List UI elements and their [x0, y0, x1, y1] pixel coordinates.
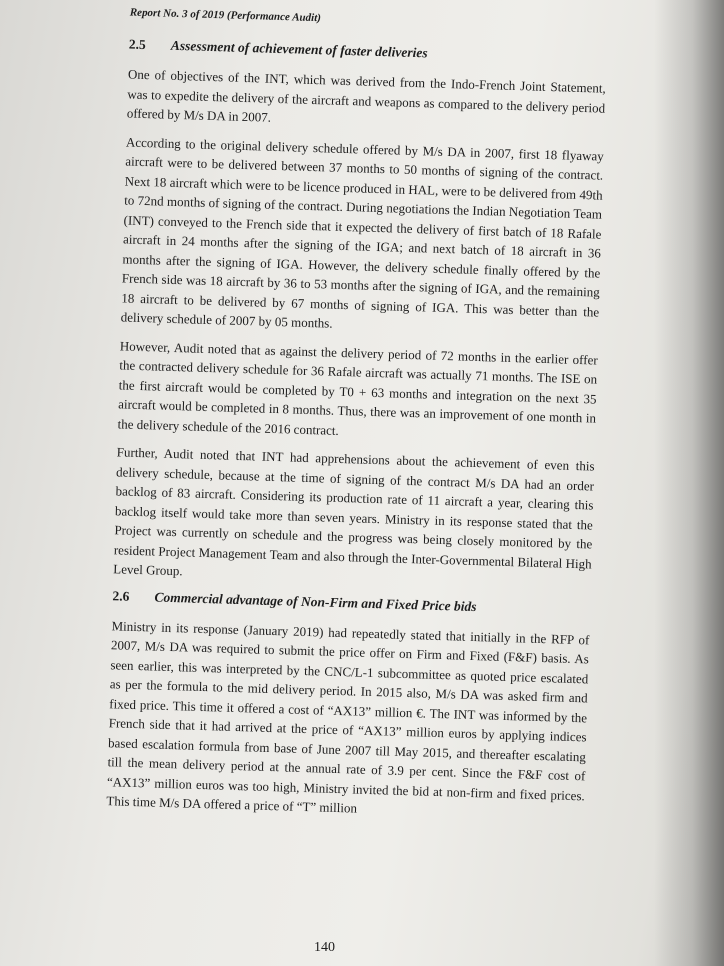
section-title: Assessment of achievement of faster deliveries [170, 37, 428, 61]
page-fold-shadow [654, 0, 724, 966]
paragraph: According to the original delivery schedule offered by M/s DA in 2007, first 18 flyaway aircraft were to be delivered between 37 months to 50 months of signing of the contract. Next 18 aircraft which were to be licence produced in HAL, were to be delivered from 49th to 72nd months of signing of the contract. During negotiations the Indian Negotiation Team (INT) conveyed to the French side that it expected the delivery of first batch of 18 Rafale aircraft in 24 months after the signing of the IGA; and next batch of 18 aircraft in 36 months after the signing of IGA. However, the delivery schedule finally offered by the French side was 18 aircraft by 36 to 53 months after the signing of IGA, and the remaining 18 aircraft to be delivered by 67 months of signing of IGA. This was better than the delivery schedule of 2007 by 05 months. [120, 133, 604, 331]
paragraph: However, Audit noted that as against the delivery period of 72 months in the earlier offer the contracted delivery schedule for 36 Rafale aircraft was actually 71 months. The ISE on the first aircraft would be completed by T0 + 63 months and integration on the next 35 aircraft would be completed in 8 months. Thus, there was an improvement of one month in the delivery schedule of the 2016 contract. [117, 337, 598, 438]
section-title: Commercial advantage of Non-Firm and Fixed Price bids [154, 589, 477, 614]
paragraph: Ministry in its response (January 2019) had repeatedly stated that initially in the RFP of 2007, M/s DA was required to submit the price offer on Firm and Fixed (F&F) basis. As seen earlier, this was interpreted by the CNC/L-1 subcommittee as quoted price escalated as per the formula to the mid delivery period. In 2015 also, M/s DA was asked firm and fixed price. This time it offered a cost of “AX13” million €. The INT was informed by the French side that it had arrived at the price of “AX13” million euros by applying indices based escalation formula from base of June 2007 till May 2015, and thereafter escalating till the mean delivery period at the annual rate of 3.9 per cent. Since the F&F cost of “AX13” million euros was too high, Ministry invited the bid at non-firm and fixed prices. This time M/s DA offered a price of “T” million [106, 617, 590, 816]
section-number: 2.5 [128, 36, 146, 53]
paragraph: One of objectives of the INT, which was derived from the Indo-French Joint Statement, was to expedite the delivery of the aircraft and weapons as compared to the delivery period offered by M/s DA in 2007. [126, 66, 607, 125]
running-header: Report No. 3 of 2019 (Performance Audit) [129, 6, 322, 25]
section-heading-2-5 [129, 37, 611, 67]
page-number: 140 [314, 940, 335, 955]
section-number: 2.6 [112, 587, 130, 604]
section-heading-2-6 [112, 588, 594, 618]
paragraph: Further, Audit noted that INT had apprehensions about the achievement of even this delivery schedule, because at the time of signing of the contract M/s DA had an order backlog of 83 aircraft. Considering its production rate of 11 aircraft a year, clearing this backlog itself would take more than seven years. Ministry in its response stated that the Project was currently on schedule and the progress was being closely monitored by the resident Project Management Team and also through the Inter-Governmental Bilateral High Level Group. [113, 444, 595, 579]
page-content [88, 6, 612, 834]
